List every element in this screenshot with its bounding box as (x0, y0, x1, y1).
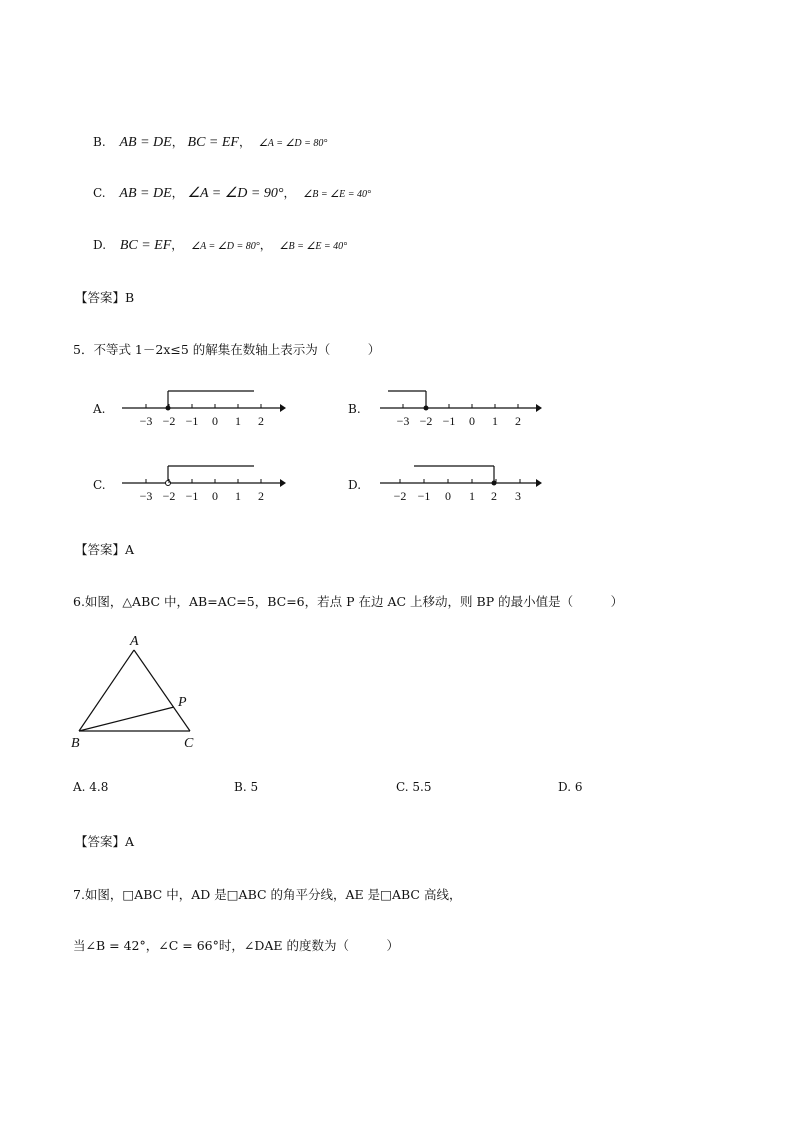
tick-label: −2 (419, 414, 433, 428)
q5-option-b-letter: B. (348, 402, 361, 416)
q4-option-d: D. BC = EF， ∠A = ∠D = 80°， ∠B = ∠E = 40° (93, 238, 348, 253)
q6-option-a: A. 4.8 (73, 780, 109, 794)
q5-question: 5．不等式 1－2x≤5 的解集在数轴上表示为（ ） (73, 342, 381, 357)
tick-label: 2 (515, 414, 521, 428)
tick-label: −3 (139, 414, 153, 428)
tick-label: 1 (492, 414, 498, 428)
tick-label: 0 (445, 489, 451, 503)
q6-option-c: C. 5.5 (396, 780, 432, 794)
q4-option-b: B. AB = DE， BC = EF， ∠A = ∠D = 80° (93, 135, 328, 150)
tick-label: 1 (235, 414, 241, 428)
tick-label: 1 (469, 489, 475, 503)
vertex-a-label: A (130, 634, 139, 649)
vertex-c-label: C (184, 736, 194, 751)
q4-option-c: C. AB = DE， ∠A = ∠D = 90°， ∠B = ∠E = 40° (93, 186, 371, 201)
q5-option-c-numberline (120, 460, 290, 505)
tick-label: 3 (515, 489, 521, 503)
q5-option-d-letter: D. (348, 478, 362, 492)
q6-triangle-figure (70, 630, 210, 755)
tick-label: 1 (235, 489, 241, 503)
tick-label: 0 (469, 414, 475, 428)
q6-option-d: D. 6 (558, 780, 583, 794)
q6-question: 6.如图，△ABC 中，AB=AC=5，BC=6，若点 P 在边 AC 上移动，则 BP 的最小值是（ ） (73, 594, 624, 609)
tick-label: −1 (185, 414, 199, 428)
point-p-label: P (178, 695, 187, 710)
tick-label: −3 (396, 414, 410, 428)
tick-label: 2 (258, 489, 264, 503)
tick-label: −2 (162, 414, 176, 428)
tick-label: 2 (258, 414, 264, 428)
q7-line1: 7.如图，□ABC 中，AD 是□ABC 的角平分线，AE 是□ABC 高线， (73, 887, 462, 902)
tick-label: −1 (185, 489, 199, 503)
tick-label: −1 (417, 489, 431, 503)
q7-line2: 当∠B = 42°，∠C = 66°时，∠DAE 的度数为（ ） (73, 938, 399, 953)
q5-option-d-numberline (378, 460, 548, 505)
q4-answer: 【答案】B (75, 290, 135, 305)
tick-label: 0 (212, 414, 218, 428)
q5-option-a-numberline (120, 385, 290, 430)
tick-label: −1 (442, 414, 456, 428)
q5-option-a-letter: A. (93, 402, 106, 416)
vertex-b-label: B (71, 736, 80, 751)
tick-label: −3 (139, 489, 153, 503)
q5-option-b-numberline (378, 385, 548, 430)
tick-label: −2 (393, 489, 407, 503)
tick-label: −2 (162, 489, 176, 503)
q5-option-c-letter: C. (93, 478, 106, 492)
tick-label: 0 (212, 489, 218, 503)
q5-answer: 【答案】A (75, 542, 135, 557)
q6-answer: 【答案】A (75, 834, 135, 849)
tick-label: 2 (491, 489, 497, 503)
q6-option-b: B. 5 (234, 780, 259, 794)
